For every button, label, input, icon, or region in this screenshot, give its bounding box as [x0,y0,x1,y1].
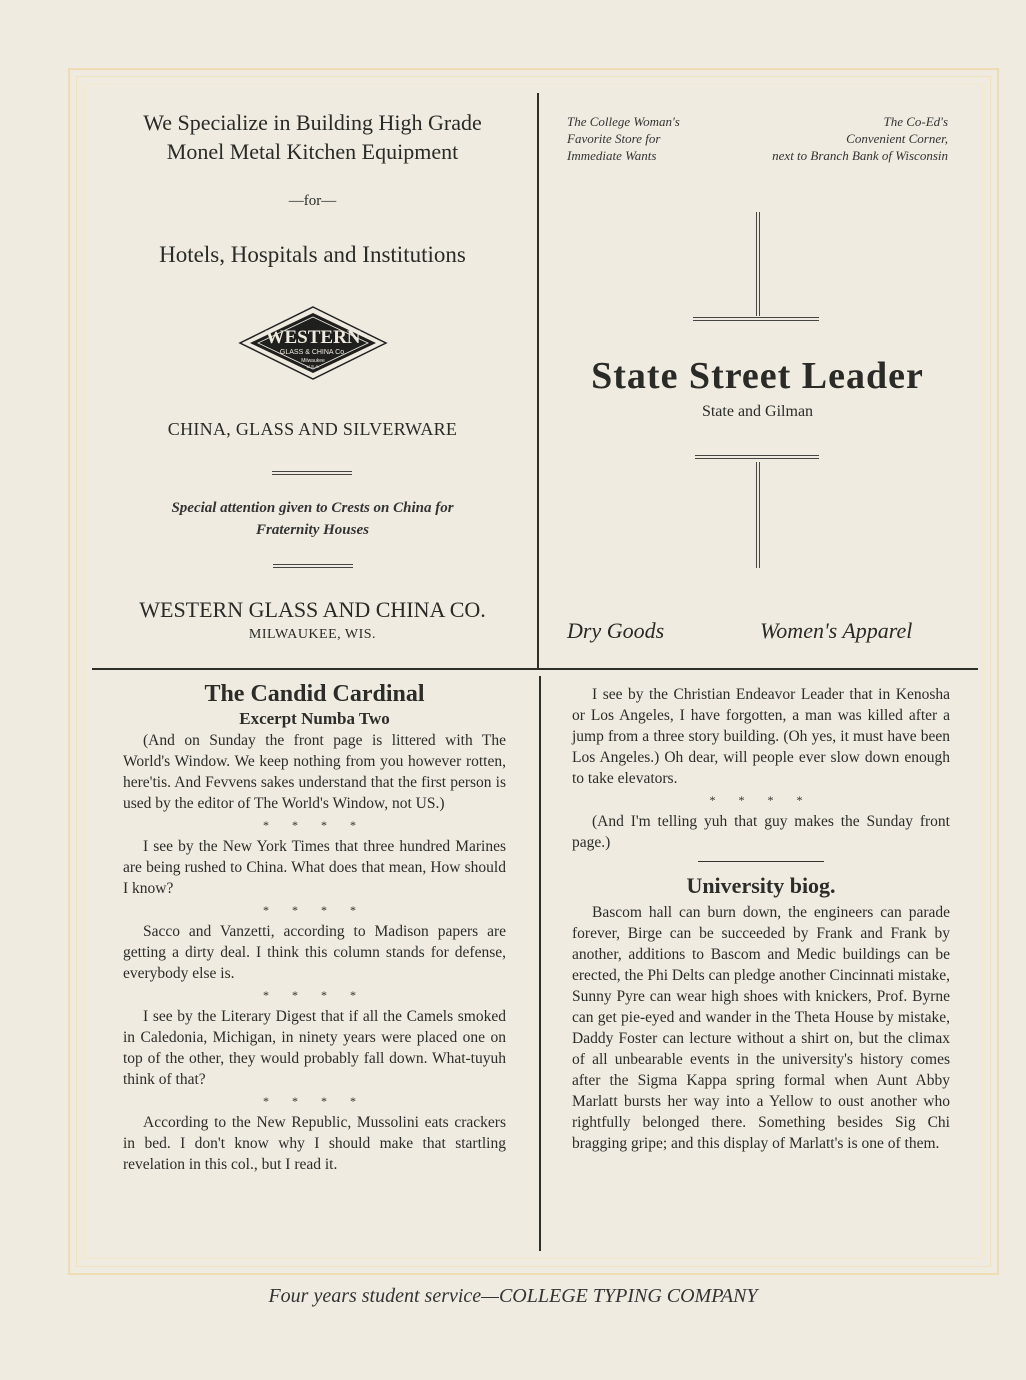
ad-for: —for— [288,193,337,209]
column-title: The Candid Cardinal [204,681,425,707]
logo-sub: GLASS & CHINA Co. [279,349,347,356]
column-paragraph: I see by the Literary Digest that if all the Camels smoked in Caledonia, Michigan, in ninety years were placed one on top of the other, they would probably fall down. What-tuyuh think of that? [123,1008,506,1088]
ornament-rule-top [693,317,819,321]
column-paragraph: (And I'm telling yuh that guy makes the Sunday front page.) [572,813,950,851]
ad-company-city: MILWAUKEE, WIS. [248,627,377,642]
footer-advert: Four years student service—COLLEGE TYPING COMPANY [268,1285,758,1307]
ad-hotels: Hotels, Hospitals and Institutions [159,242,466,267]
store-title: State Street Leader [591,355,924,397]
ad-headline-line-1: We Specialize in Building High Grade [143,110,482,135]
ad-special-line-2: Fraternity Houses [256,522,369,538]
star-separator: * * * * [709,793,813,807]
logo-country: U.S.A. [306,364,320,369]
column-paragraph: Sacco and Vanzetti, according to Madison papers are getting a dirty deal. I think this column stands for defense, everybody else is. [123,923,506,982]
star-separator: * * * * [263,1094,366,1108]
horizontal-divider [92,668,978,670]
tagline-left-line-1: The College Woman's [567,114,680,129]
ornament-vertical-bottom [756,462,760,568]
tagline-left-line-3: Immediate Wants [567,148,657,163]
section-rule [698,861,824,862]
ad-special-line-1: Special attention given to Crests on China for [171,500,454,516]
section-title: University biog. [686,873,836,898]
column-subtitle: Excerpt Numba Two [239,709,390,728]
tagline-right-line-3: next to Branch Bank of Wisconsin [772,148,948,163]
top-vertical-divider [537,93,539,669]
ad-tagline-right [690,113,948,164]
tagline-left-line-2: Favorite Store for [567,131,661,146]
ornament-rule-bottom [695,455,819,459]
store-address: State and Gilman [701,403,814,420]
logo-city: Milwaukee [301,358,325,364]
ornament-rule [272,471,352,475]
column-paragraph: According to the New Republic, Mussolini eats crackers in bed. I don't know why I should make that startling revelation in this col., but I read it. [123,1114,506,1173]
star-separator: * * * * [263,903,366,917]
column-paragraph: I see by the Christian Endeavor Leader that in Kenosha or Los Angeles, I have forgotten, a man was killed after a jump from a three story building. (Oh yes, it must have been Los Angeles.) Oh dear, will people ever slow down enough to take elevators. [572,686,950,787]
ornament-rule [273,564,353,568]
column-paragraph: (And on Sunday the front page is littered with The World's Window. We keep nothing from you however rotten, here'tis. And Fevvens sakes understand that the first person is used by the editor of The World's Window, not US.) [123,732,506,812]
column-paragraph: I see by the New York Times that three hundred Marines are being rushed to China. What does that mean, How should I know? [123,838,506,897]
column-right [572,684,950,1154]
ad-china-glass-silverware: CHINA, GLASS AND SILVERWARE [167,419,458,439]
star-separator: * * * * [263,818,366,832]
ad-special-attention [100,497,525,541]
ad-womens-apparel: Women's Apparel [760,618,913,643]
ornament-vertical-top [756,212,760,316]
biog-paragraph: Bascom hall can burn down, the engineers can parade forever, Birge can be succeeded by Frank and Frank by another, additions to Bascom and Medic buildings can be erected, the Phi Delts can pledge another Cincinnati mistake, Sunny Pyre can wear high shoes with knickers, Prof. Byrne can get pie-eyed and wander in the Theta House by mistake, Daddy Foster can lecture without a shirt on, but the climax of all unbearable events in the university's history comes after the Sigma Kappa spring formal when Aunt Abby Marlatt bursts her way into a Yellow to oust another who rightfully belonged there. Something besides Sig Chi bragging gripe; and this display of Marlatt's is one of them. [572,904,950,1152]
ad-company-name: WESTERN GLASS AND CHINA CO. [139,597,486,622]
ad-headline-line-2: Monel Metal Kitchen Equipment [166,139,459,164]
tagline-right-line-1: The Co-Ed's [883,114,948,129]
ad-tagline-left [567,113,680,164]
logo-brand: WESTERN [265,327,361,348]
western-glass-logo [238,305,388,381]
bottom-vertical-divider [539,676,541,1251]
ad-dry-goods: Dry Goods [567,618,665,643]
star-separator: * * * * [263,988,366,1002]
ad-headline [100,108,525,166]
column-candid-cardinal [123,680,506,1175]
tagline-right-line-2: Convenient Corner, [846,131,948,146]
